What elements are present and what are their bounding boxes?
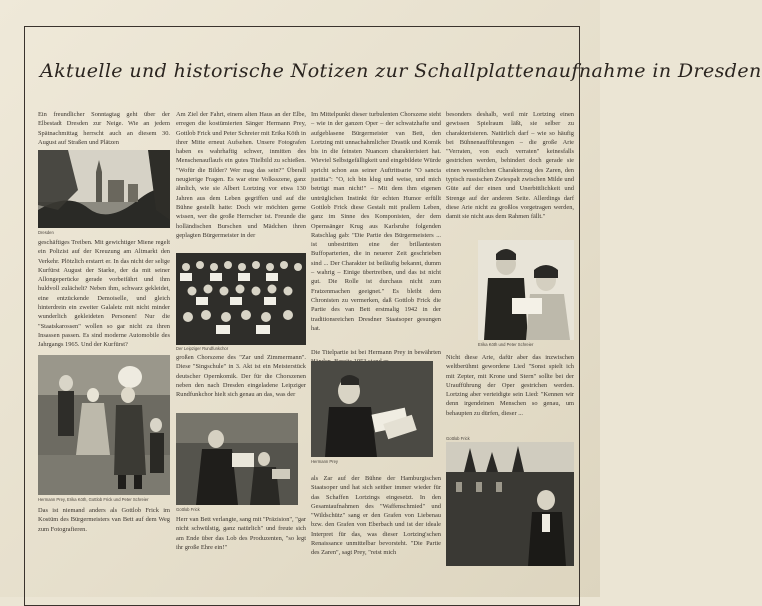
column-2-main: Am Ziel der Fahrt, einem alten Haus an der Elbe, erregen die kostümierten Sänger Hermann Prey, Gottlob Frick und Peter Schreier mit Erika Köth in ihrer Mitte erneut Aufsehen. Unsere Fotografen haben es wahrhaftig schwer, inmitten des Menschenauflaufs ein gutes Titelbild zu schießen. "Wofür die Bilder? Wer mag das sein?" Überall neugierige Fragen. Es war eine Volksszene, ganz ähnlich, wie sie Albert Lortzing vor etwa 130 Jahren aus dem Leben gegriffen und auf die Bühne gestellt hatte: Doch wir möchten gerne wissen, wer die große Herrscher ist. Freunde die holländischen Burschen und Mädchen ihren geplagten Bürgermeister in der: [176, 111, 306, 239]
photo-costumed-cast: [38, 355, 170, 495]
column-4-mid: Nicht diese Arie, dafür aber das inzwischen weltberühmt gewordene Lied "Sonst spielt ich mit Zepter, mit Krone und Stern" sollte bei der Uraufführung der Oper gestrichen werden. Lortzing aber verteidigte sein Lied: "Kennen wir denn irgendeinen Menschen so genau, um behaupten zu dürfen, dieser ...: [446, 354, 574, 417]
caption-prey: Hermann Prey: [311, 459, 338, 464]
photo-leipzig-choir: [176, 253, 306, 345]
caption-frick: Gottlob Frick: [176, 507, 200, 512]
photo-dresden-baroque: [446, 442, 574, 566]
caption-koeth-schreier: Erika Köth und Peter Schreier: [478, 342, 534, 347]
caption-cast: Hermann Prey, Erika Köth, Gottlob Frick und Peter Schreier: [38, 497, 149, 502]
photo-gottlob-frick-studio: [176, 413, 298, 505]
column-4-main: besonders deshalb, weil mir Lortzing einen gewissen Spielraum läßt, sie selber zu charakterisieren. Natürlich darf – wie so häufig bei Bühnenaufführungen – die große Arie "Verraten, von euch verraten" keinesfalls gestrichen werden, behindert doch gerade sie einen wesentlichen Charakterzug des Zaren, den typisch russischen Zwiespalt zwischen Milde und Güte auf der einen und Unerbittlichkeit und Strenge auf der anderen Seite. Allerdings darf diese Arie nicht zu großlos vorgetragen werden, damit sie nicht aus dem Rahmen fällt.": [446, 111, 574, 221]
caption-dresden: Dresden: [38, 230, 54, 235]
column-2-mid: großen Chorszene des "Zar und Zimmermann". Diese "Singschule" in 3. Akt ist ein Meisterstück deutscher Opernkomik. Der für die Chorszenen neben den nach Dresden eingeladene Leipziger Rundfunkchor hielt sich genau an das, was der: [176, 354, 306, 399]
photo-koeth-schreier: [478, 240, 574, 340]
photo-dresden-skyline: [38, 150, 170, 228]
caption-frick-2: Gottlob Frick: [446, 436, 470, 441]
column-2-end: Herr van Bett verlangte, sang mit "Präzision", "gar nicht schwülstig, ganz natürlich" und freute sich am Ende über das Lob des Produzenten, "so legt ihr große Ehre ein!": [176, 516, 306, 551]
column-1-end: Das ist niemand anders als Gottlob Frick im Kostüm des Bürgermeisters van Bett auf dem Weg zum Fotografieren.: [38, 507, 170, 533]
page-title: Aktuelle und historische Notizen zur Schallplattenaufnahme in Dresden: [40, 60, 762, 82]
column-1-main: geschäftiges Treiben. Mit gewichtiger Miene regelt ein Polizist auf der Kreuzung am Altmarkt den Verkehr. Plötzlich erstarrt er. In das nicht der selige Kurfürst August der Starke, der da mit seiner Allongeperücke gerade vorbeifährt und ihm huldvoll zulächelt? Neben ihm, schwarz gekleidet, eine entzückende Demoiselle, und gleich hinterdrein ein zweiter Galaletz mit nicht minder wunderlich gekleideten Personen! Nur die "Staatskarossen" wollen so gar nicht zu ihren Insassen passen. Es sind moderne Automobile des Jahrgangs 1965. Und der Kurfürst?: [38, 239, 170, 349]
caption-choir: Der Leipziger Rundfunkchor: [176, 346, 229, 351]
column-1-intro: Ein freundlicher Sonntagtag geht über der Elbestadt Dresden zur Neige. Wie an jedem Spätnachmittag herrscht auch an diesem 30. August auf Straßen und Plätzen: [38, 111, 170, 146]
column-3-mid: Die Titelpartie ist bei Hermann Prey in bewährten: [311, 349, 441, 356]
column-3-end: als Zar auf der Bühne der Hamburgischen Staatsoper und hat sich seither immer wieder für das Schaffen Lortzings eingesetzt. In den Gesamtaufnahmen des "Waffenschmied" und "Wildschütz" sang er den Grafen von Liebenau bzw. den Grafen von Eberbach und ist der ideale Interpret für das, was dieser Lortzing'schen Renaissance unmittelbar bevorsteht. "Die Partie des Zaren", sagt Prey, "reist mich: [311, 475, 441, 557]
photo-hermann-prey: [311, 361, 433, 457]
column-3-main: Im Mittelpunkt dieser turbulenten Chorszene steht – wie in der ganzen Oper – der schwatzhafte und aufgeblasene Bürgermeister van Bett, den Lortzing mit unnachahmlicher Drastik und Komik bis in die feinsten Nuancen charakterisiert hat. Wieviel Selbstgefälligkeit und eingebildete Würde spricht schon aus seiner Auftrittsarie "O sancta justitia": "O, ich bin klug und weise, und mich betrügt man nicht!" – Mit dem ihm eigenen untrüglichen Instinkt für echten Humor erfüllt Gottlob Frick diese Gestalt mit prallem Leben, ganz im Sinne des Komponisten, der dem Opernsänger Krug aus Karlsruhe folgenden Ratschlag gab: "Die Partie des Bürgermeisters ... ist unbestritten eine der brillantesten Buffoparterien, die in neuerer Zeit geschrieben sind ... Der Charakter ist beiläufig bekannt, dumm – wahrig – Einige übertreiben, und das ist nicht gut. Die Rolle ist durchaus nicht zum Fratzenmachen geeignet." Es bleibt dem Chronisten zu vermerken, daß Gottlob Frick die Partie des van Bett erstmalig 1942 in der traditionsreichen Dresdner Staatsoper gesungen hat.: [311, 111, 441, 332]
